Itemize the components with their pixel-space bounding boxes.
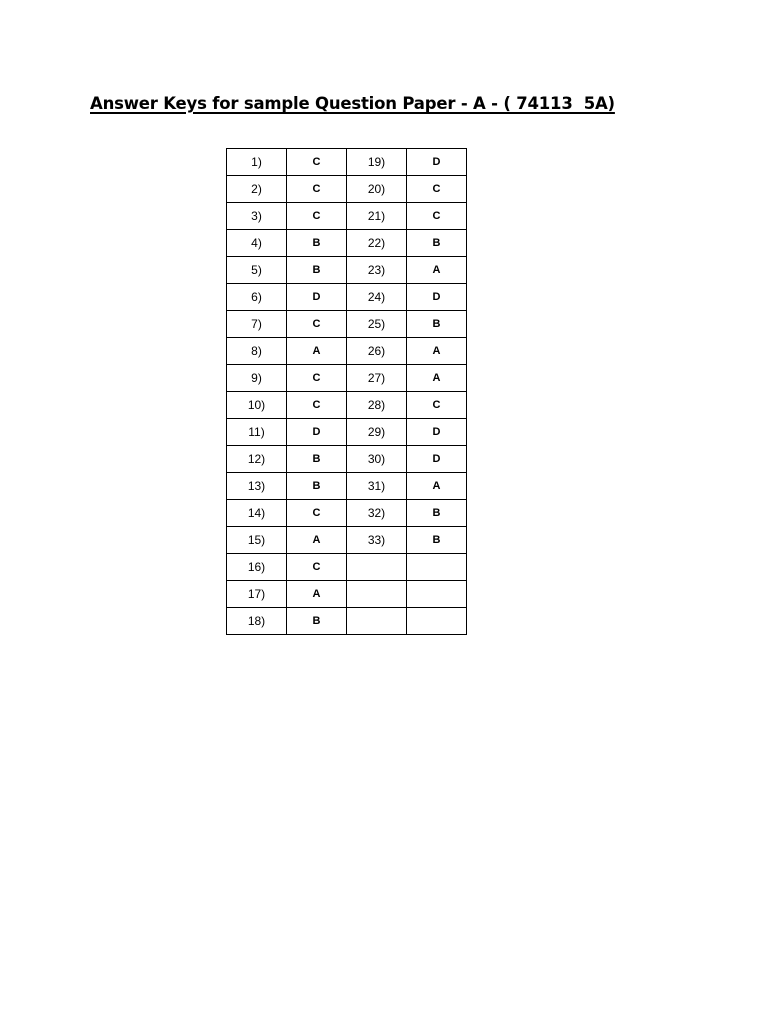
question-number-cell: 23) bbox=[347, 257, 407, 284]
question-number-cell: 30) bbox=[347, 446, 407, 473]
question-number-cell: 1) bbox=[227, 149, 287, 176]
table-row bbox=[227, 500, 467, 527]
table-row bbox=[227, 284, 467, 311]
question-number-cell: 3) bbox=[227, 203, 287, 230]
answer-cell: B bbox=[407, 500, 467, 527]
answer-cell: B bbox=[287, 608, 347, 635]
question-number-cell: 6) bbox=[227, 284, 287, 311]
answer-cell: D bbox=[407, 149, 467, 176]
question-number-cell: 21) bbox=[347, 203, 407, 230]
answer-cell: C bbox=[287, 176, 347, 203]
answer-cell: C bbox=[287, 203, 347, 230]
question-number-cell: 22) bbox=[347, 230, 407, 257]
question-number-cell: 33) bbox=[347, 527, 407, 554]
table-row bbox=[227, 581, 467, 608]
answer-cell: B bbox=[287, 473, 347, 500]
answer-cell: D bbox=[407, 446, 467, 473]
answer-cell: C bbox=[287, 500, 347, 527]
question-number-cell: 17) bbox=[227, 581, 287, 608]
table-row bbox=[227, 365, 467, 392]
table-row bbox=[227, 311, 467, 338]
answer-cell: D bbox=[287, 284, 347, 311]
question-number-cell bbox=[347, 554, 407, 581]
table-row bbox=[227, 257, 467, 284]
question-number-cell: 27) bbox=[347, 365, 407, 392]
answer-cell: D bbox=[407, 419, 467, 446]
answer-cell: C bbox=[287, 554, 347, 581]
answer-cell: B bbox=[287, 230, 347, 257]
answer-cell bbox=[407, 581, 467, 608]
table-row bbox=[227, 446, 467, 473]
answer-cell: D bbox=[287, 419, 347, 446]
question-number-cell: 10) bbox=[227, 392, 287, 419]
answer-cell bbox=[407, 554, 467, 581]
answer-cell: A bbox=[287, 338, 347, 365]
answer-cell: A bbox=[407, 338, 467, 365]
question-number-cell: 18) bbox=[227, 608, 287, 635]
answer-key-table bbox=[226, 148, 467, 635]
table-row bbox=[227, 608, 467, 635]
question-number-cell: 28) bbox=[347, 392, 407, 419]
answer-cell: C bbox=[407, 203, 467, 230]
question-number-cell: 12) bbox=[227, 446, 287, 473]
answer-cell: A bbox=[407, 365, 467, 392]
answer-cell bbox=[407, 608, 467, 635]
question-number-cell: 16) bbox=[227, 554, 287, 581]
table-row bbox=[227, 149, 467, 176]
question-number-cell: 19) bbox=[347, 149, 407, 176]
question-number-cell: 29) bbox=[347, 419, 407, 446]
question-number-cell: 25) bbox=[347, 311, 407, 338]
table-row bbox=[227, 554, 467, 581]
answer-cell: B bbox=[407, 230, 467, 257]
question-number-cell: 31) bbox=[347, 473, 407, 500]
answer-cell: B bbox=[407, 527, 467, 554]
question-number-cell: 15) bbox=[227, 527, 287, 554]
answer-cell: C bbox=[287, 149, 347, 176]
answer-cell: A bbox=[407, 473, 467, 500]
answer-cell: B bbox=[287, 446, 347, 473]
answer-key-table-body bbox=[227, 149, 467, 635]
question-number-cell: 24) bbox=[347, 284, 407, 311]
answer-cell: A bbox=[287, 581, 347, 608]
answer-cell: D bbox=[407, 284, 467, 311]
answer-cell: B bbox=[407, 311, 467, 338]
question-number-cell: 26) bbox=[347, 338, 407, 365]
table-row bbox=[227, 203, 467, 230]
question-number-cell bbox=[347, 608, 407, 635]
answer-cell: C bbox=[407, 392, 467, 419]
answer-cell: B bbox=[287, 257, 347, 284]
question-number-cell: 11) bbox=[227, 419, 287, 446]
table-row bbox=[227, 419, 467, 446]
answer-cell: C bbox=[407, 176, 467, 203]
question-number-cell: 7) bbox=[227, 311, 287, 338]
page-title: Answer Keys for sample Question Paper - A - ( 74113 5A) bbox=[90, 94, 615, 113]
question-number-cell: 13) bbox=[227, 473, 287, 500]
table-row bbox=[227, 176, 467, 203]
question-number-cell bbox=[347, 581, 407, 608]
question-number-cell: 4) bbox=[227, 230, 287, 257]
table-row bbox=[227, 338, 467, 365]
answer-cell: C bbox=[287, 365, 347, 392]
answer-cell: C bbox=[287, 392, 347, 419]
question-number-cell: 9) bbox=[227, 365, 287, 392]
table-row bbox=[227, 392, 467, 419]
question-number-cell: 5) bbox=[227, 257, 287, 284]
question-number-cell: 32) bbox=[347, 500, 407, 527]
question-number-cell: 20) bbox=[347, 176, 407, 203]
answer-cell: C bbox=[287, 311, 347, 338]
table-row bbox=[227, 473, 467, 500]
table-row bbox=[227, 230, 467, 257]
question-number-cell: 8) bbox=[227, 338, 287, 365]
answer-cell: A bbox=[407, 257, 467, 284]
table-row bbox=[227, 527, 467, 554]
question-number-cell: 14) bbox=[227, 500, 287, 527]
question-number-cell: 2) bbox=[227, 176, 287, 203]
answer-cell: A bbox=[287, 527, 347, 554]
